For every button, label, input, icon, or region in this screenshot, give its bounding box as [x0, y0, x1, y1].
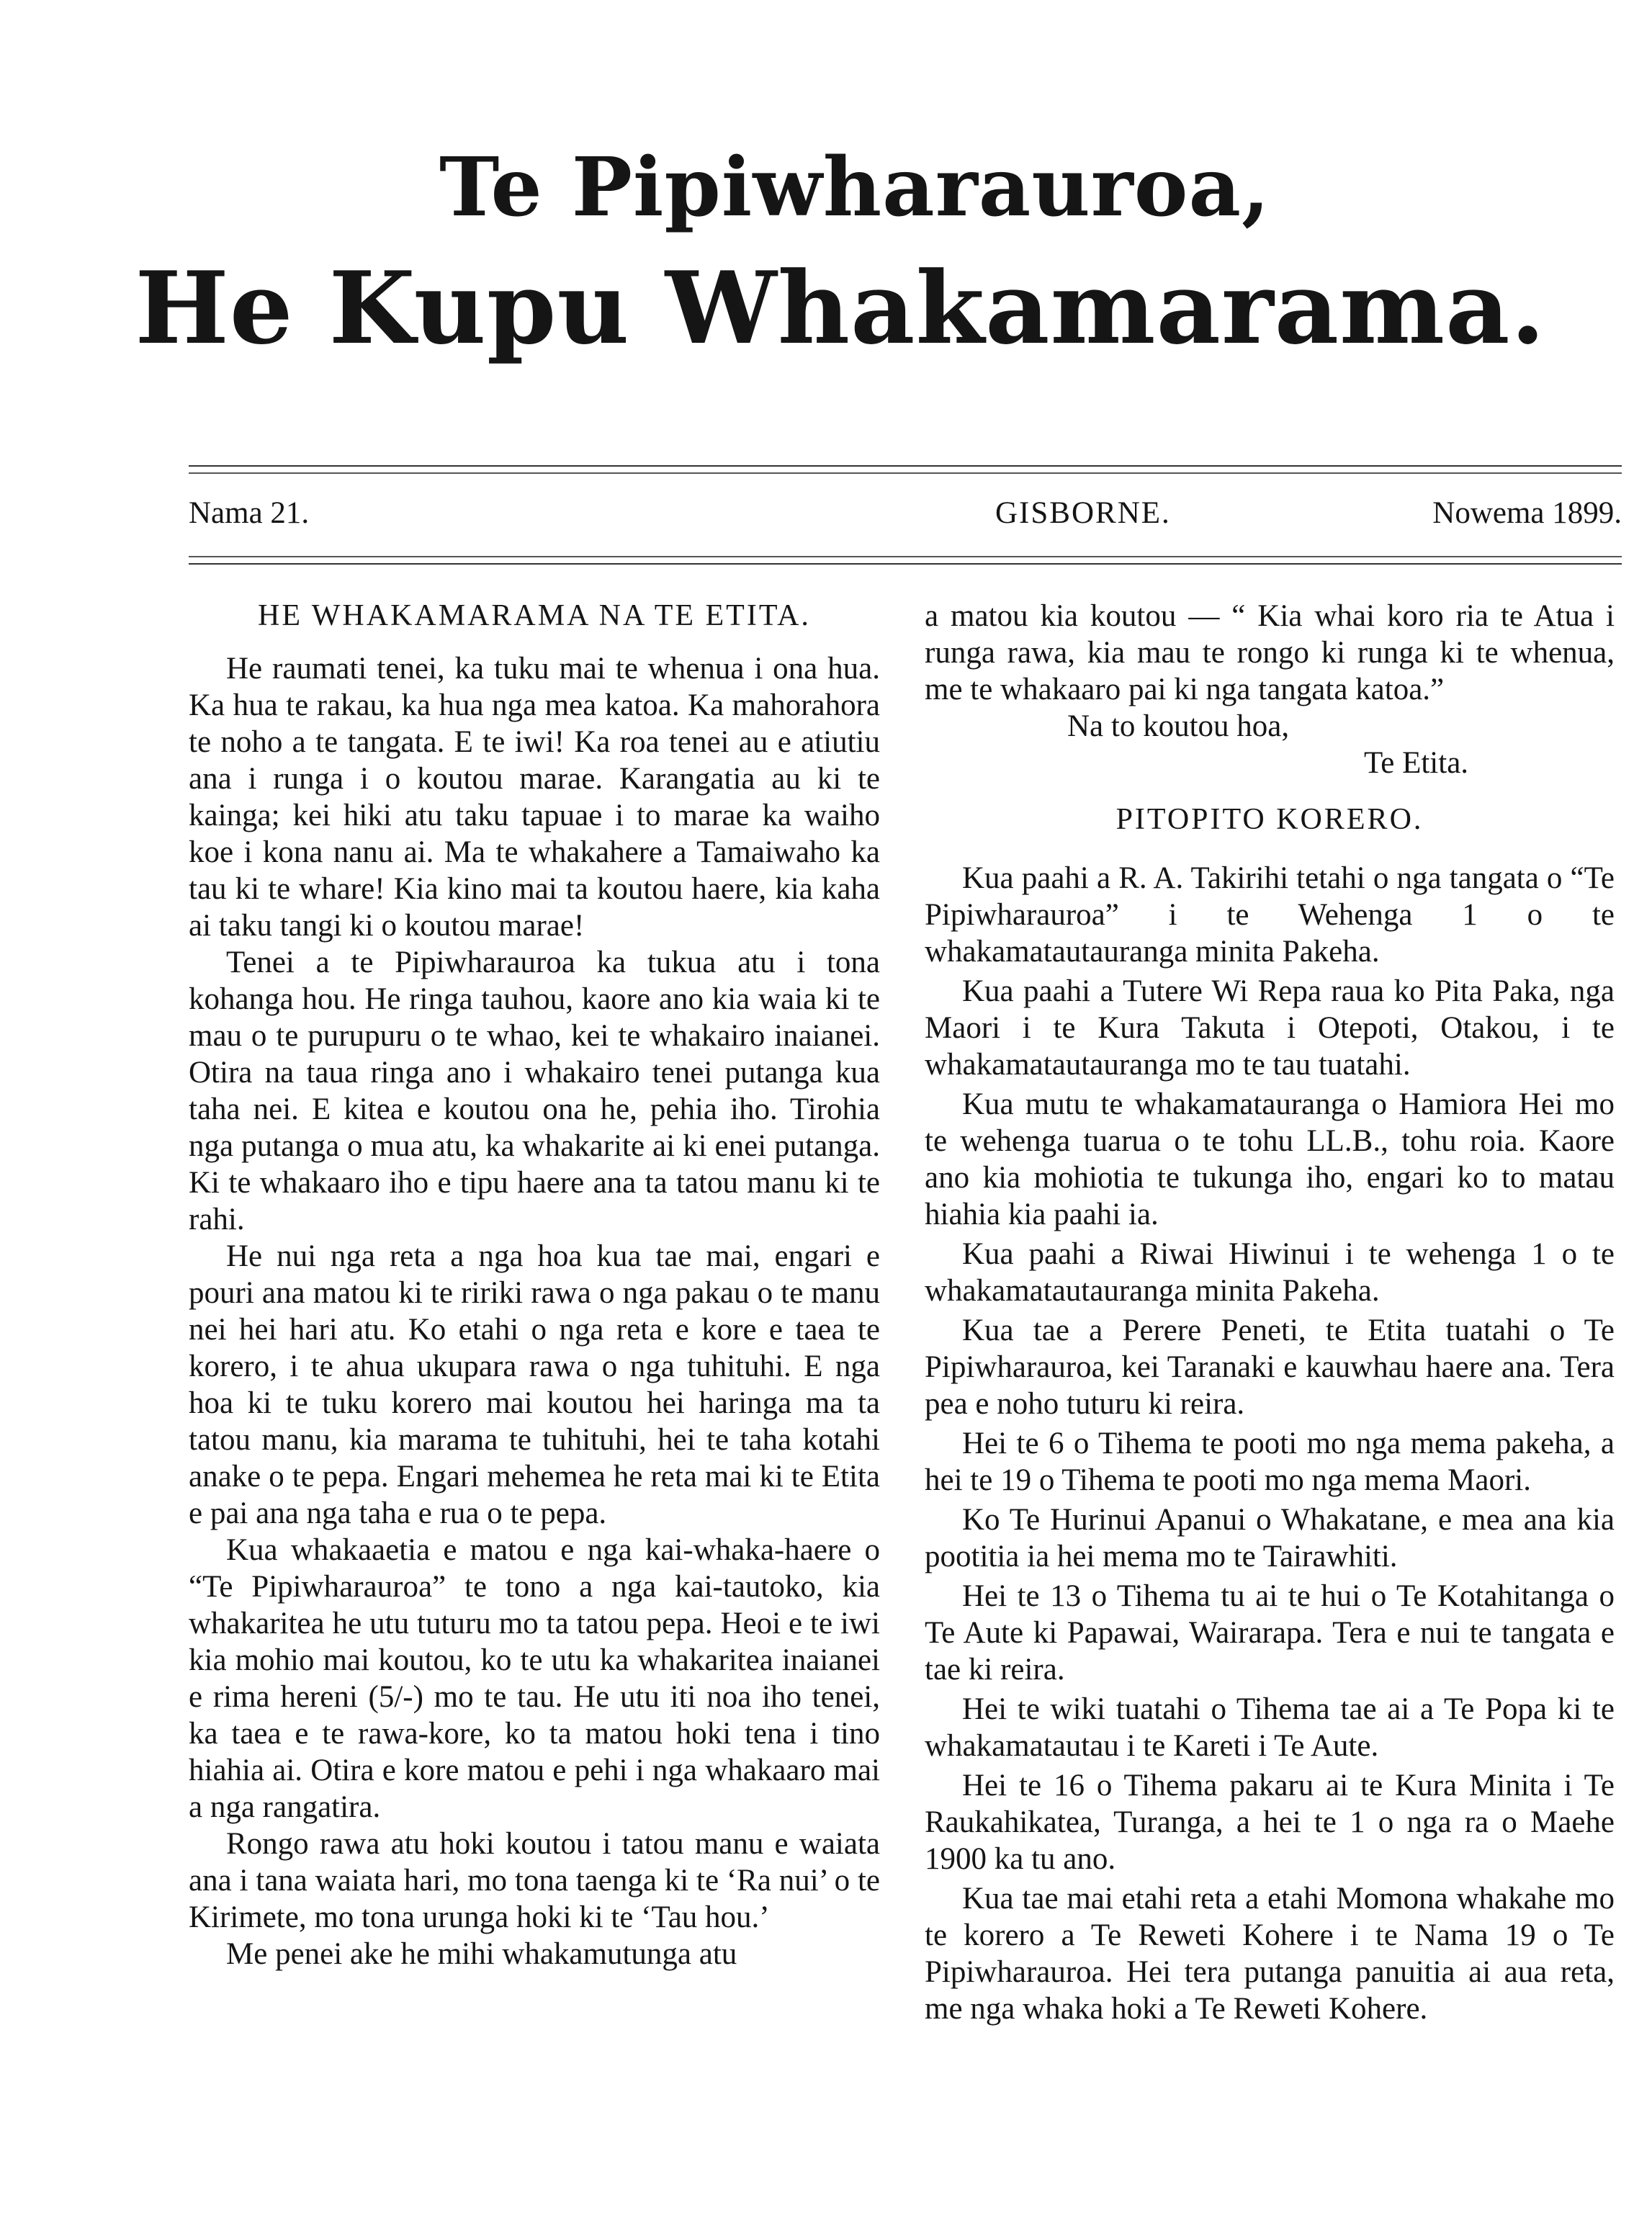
editorial-heading: HE WHAKAMARAMA NA TE ETITA. — [258, 599, 811, 632]
editorial-paragraph: Kua whakaaetia e matou e nga kai-whaka-haere o “Te Pipiwharauroa” te tono a nga kai-tautoko, kia whakaritea he utu tuturu mo ta tatou pepa. Heoi e te iwi kia mohio mai koutou, ko te utu ka whakaritea inaianei e rima hereni (5/-) mo te tau. He utu iti noa iho tenei, ka taea e te rawa-kore, ko ta matou hoki tena i tino hiahia ai. Otira e kore matou e pehi i nga whakaaro mai a nga rangatira. — [189, 1533, 880, 1824]
news-item: Kua paahi a R. A. Takirihi tetahi o nga tangata o “Te Pipiwharauroa” i te Wehenga 1 o te whakamatautauranga minita Pakeha. — [925, 861, 1615, 969]
editorial-paragraph: Me penei ake he mihi whakamutunga atu — [226, 1937, 737, 1971]
top-double-rule-2 — [189, 472, 1622, 474]
news-item: Kua paahi a Riwai Hiwinui i te wehenga 1 o te whakamatautauranga minita Pakeha. — [925, 1237, 1615, 1308]
editorial-paragraph: Rongo rawa atu hoki koutou i tatou manu e waiata ana i tana waiata hari, mo tona taenga ki te ‘Ra nui’ o te Kirimete, mo tona urunga hoki ki te ‘Tau hou.’ — [189, 1827, 880, 1934]
news-item: Hei te 13 o Tihema tu ai te hui o Te Kotahitanga o Te Aute ki Papawai, Wairarapa. Tera e nui te tangata e tae ki reira. — [925, 1579, 1615, 1687]
newspaper-subtitle: He Kupu Whakamarama. — [135, 249, 1546, 367]
top-double-rule-1 — [189, 465, 1622, 467]
bottom-double-rule-2 — [189, 563, 1622, 565]
editorial-paragraph: He raumati tenei, ka tuku mai te whenua i ona hua. Ka hua te rakau, ka hua nga mea katoa. Ka mahorahora te noho a te tangata. E te iwi! Ka roa tenei au e atiutiu ana i runga i o koutou marae. Karangatia au ki te kainga; kei hiki atu taku tapuae i to marae ka waiho koe i kona nanu ai. Ma te whakahere a Tamaiwaho ka tau ki te whare! Kia kino mai ta koutou haere, kia kaha ai taku tangi ki o koutou marae! — [189, 652, 880, 943]
issue-number: Nama 21. — [189, 496, 310, 530]
news-item: Hei te wiki tuatahi o Tihema tae ai a Te Popa ki te whakamatautau i te Kareti i Te Aute. — [925, 1692, 1615, 1763]
issue-date: Nowema 1899. — [1432, 496, 1622, 530]
left-column — [189, 598, 880, 1972]
news-item: Kua tae a Perere Peneti, te Etita tuatahi o Te Pipiwharauroa, kei Taranaki e kauwhau haere ana. Tera pea e noho tuturu ki reira. — [925, 1314, 1615, 1421]
news-item: Hei te 16 o Tihema pakaru ai te Kura Minita i Te Raukahikatea, Turanga, a hei te 1 o nga ra o Maehe 1900 ka tu ano. — [925, 1769, 1615, 1876]
news-heading: PITOPITO KORERO. — [1115, 803, 1424, 836]
editorial-signoff: Na to koutou hoa, — [1067, 709, 1290, 743]
news-item: Kua tae mai etahi reta a etahi Momona whakahe mo te korero a Te Reweti Kohere i te Nama 19 o Te Pipiwharauroa. Hei tera putanga panuitia ai aua reta, me nga whaka hoki a Te Reweti Kohere. — [925, 1882, 1615, 2026]
newspaper-title: Te Pipiwharauroa, — [439, 140, 1271, 235]
news-item: Kua paahi a Tutere Wi Repa raua ko Pita Paka, nga Maori i te Kura Takuta i Otepoti, Otakou, i te whakamatautauranga mo te tau tuatahi. — [925, 974, 1615, 1082]
editorial-paragraph: He nui nga reta a nga hoa kua tae mai, engari e pouri ana matou ki te ririki rawa o nga pakau o te manu nei hei hari atu. Ko etahi o nga reta e kore e taea te korero, i te ahua ukupara rawa o nga tuhituhi. E nga hoa ki te tuku korero mai koutou hei haringa ma ta tatou manu, kia marama te tuhituhi, hei te taha kotahi anake o te pepa. Engari mehemea he reta mai ki te Etita e pai ana nga taha e rua o te pepa. — [189, 1239, 880, 1530]
editorial-paragraph: Tenei a te Pipiwharauroa ka tukua atu i tona kohanga hou. He ringa tauhou, kaore ano kia waia ki te mau o te purupuru o te whao, kei te whakairo inaianei. Otira na taua ringa ano i whakairo tenei putanga kua taha nei. E kitea e koutou ona he, pehia iho. Tirohia nga putanga o mua atu, ka whakarite ai ki enei putanga. Ki te whakaaro iho e tipu haere ana ta tatou manu ki te rahi. — [189, 946, 880, 1236]
news-item: Hei te 6 o Tihema te pooti mo nga mema pakeha, a hei te 19 o Tihema te pooti mo nga mema Maori. — [925, 1427, 1615, 1497]
right-column — [925, 598, 1615, 2030]
publication-place: GISBORNE. — [995, 496, 1171, 530]
masthead — [0, 140, 1652, 367]
news-item: Kua mutu te whakamatauranga o Hamiora Hei mo te wehenga tuarua o te tohu LL.B., tohu roia. Kaore ano kia mohiotia te tukunga iho, engari ko to matau hiahia kia paahi ia. — [925, 1087, 1615, 1231]
editorial-continuation: a matou kia koutou — “ Kia whai koro ria te Atua i runga rawa, kia mau te rongo ki runga ki te whenua, me te whakaaro pai ki nga tangata katoa.” — [925, 599, 1615, 706]
news-item: Ko Te Hurinui Apanui o Whakatane, e mea ana kia pootitia ia hei mema mo te Tairawhiti. — [925, 1503, 1615, 1573]
bottom-double-rule-1 — [189, 556, 1622, 557]
editorial-signature: Te Etita. — [1364, 746, 1469, 780]
dateline — [189, 488, 1622, 539]
